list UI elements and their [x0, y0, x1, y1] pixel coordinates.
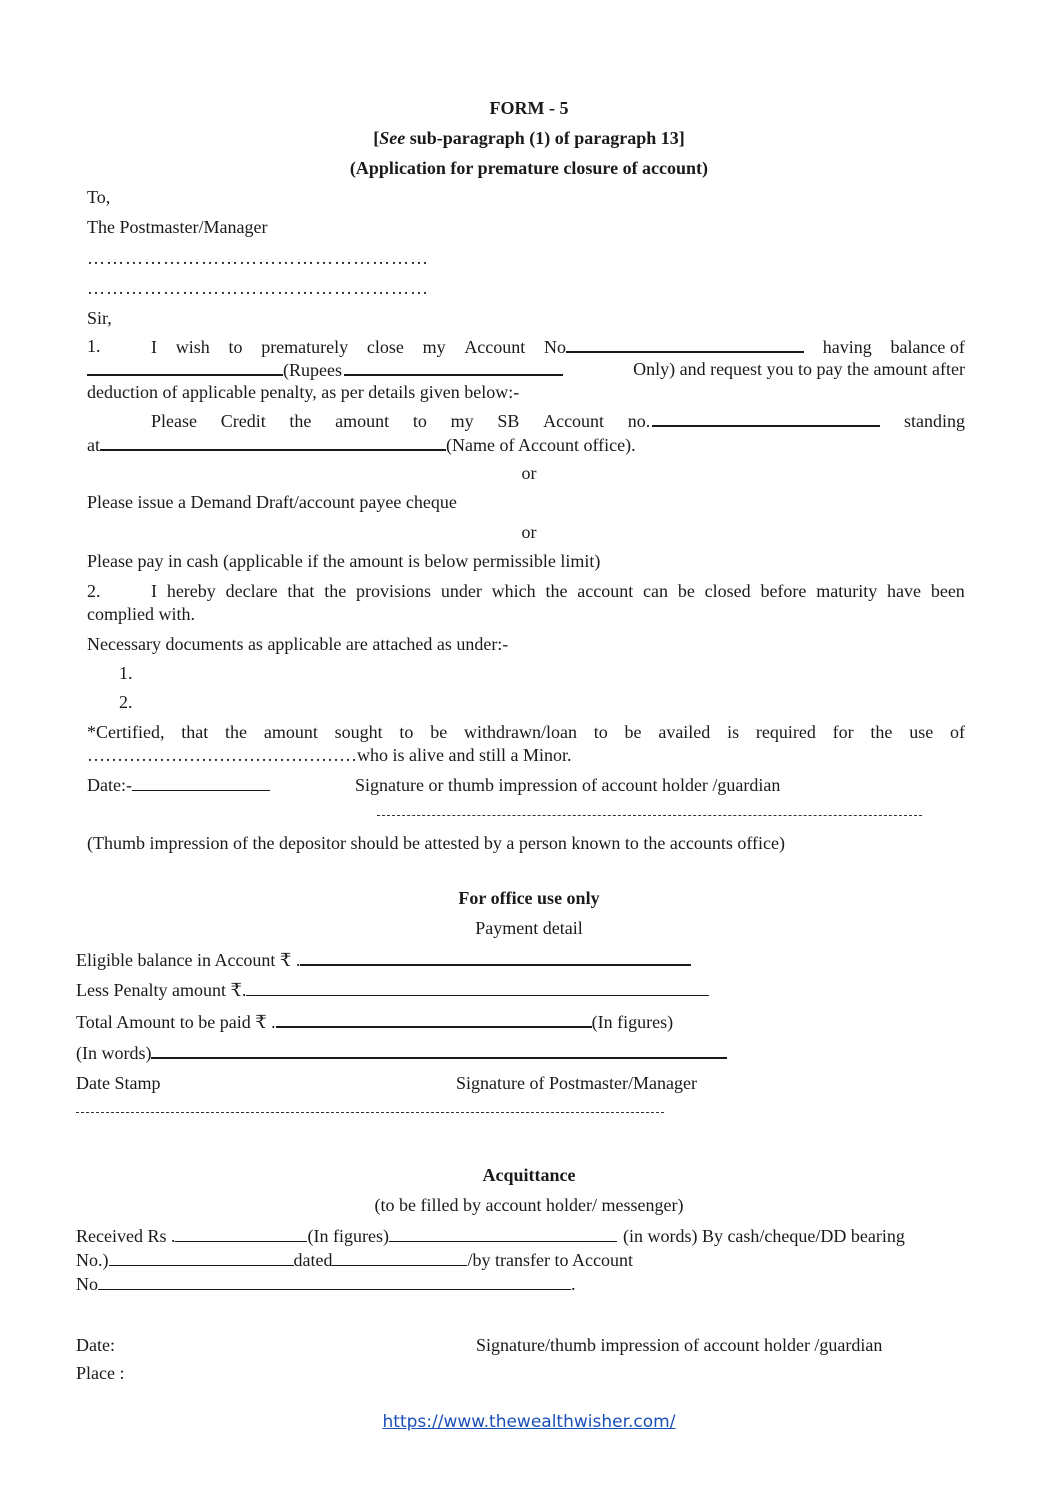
or-2: or — [521, 522, 537, 542]
para2-word: can — [643, 581, 669, 601]
received-row — [76, 1226, 905, 1247]
para1-only-text: Only) and request you to pay the amount after — [633, 359, 965, 379]
para2-word: declare — [225, 581, 278, 601]
website-link[interactable]: https://www.thewealthwisher.com/ — [382, 1412, 676, 1432]
certify-word: is — [727, 722, 740, 742]
signature-dashed-line[interactable] — [377, 815, 922, 816]
certify-line-1 — [87, 722, 965, 743]
credit-word: Please — [151, 411, 197, 431]
received-label: Received Rs . — [76, 1226, 176, 1246]
credit-word: to — [412, 411, 427, 431]
certify-word: *Certified, — [87, 722, 165, 742]
dated-field[interactable] — [332, 1250, 467, 1266]
rupees-label: (Rupees — [283, 360, 342, 380]
acquittance-title: Acquittance — [482, 1165, 576, 1185]
office-dashed-line — [76, 1112, 664, 1113]
at-label: at — [87, 435, 100, 455]
acquittance-subtitle: (to be filled by account holder/ messenger) — [374, 1195, 684, 1215]
salutation: Sir, — [87, 308, 112, 328]
reference-rest: sub-paragraph (1) of paragraph 13] — [405, 128, 685, 148]
certify-word: that — [181, 722, 209, 742]
received-in-figures: (In figures) — [307, 1226, 389, 1246]
reference-open-bracket: [ — [373, 128, 380, 148]
penalty-row — [76, 980, 709, 1001]
received-figures-field[interactable] — [175, 1226, 307, 1242]
payment-detail-title: Payment detail — [475, 918, 583, 938]
total-field[interactable] — [276, 1011, 592, 1028]
certify-word: for — [832, 722, 854, 742]
date-line — [87, 775, 270, 796]
certify-word: amount — [263, 722, 318, 742]
para1-word: Account — [464, 337, 526, 357]
document-item-1[interactable]: 1. — [119, 663, 133, 683]
account-no-label: No — [544, 337, 567, 357]
recipient: The Postmaster/Manager — [87, 217, 268, 237]
certify-word: to — [399, 722, 414, 742]
address-line-2[interactable]: ……………………………………………… — [87, 278, 429, 298]
para1-word: wish — [175, 337, 210, 357]
account-row — [76, 1274, 576, 1295]
office-use-title: For office use only — [458, 888, 600, 908]
eligible-balance-label: Eligible balance in Account ₹ . — [76, 950, 301, 970]
having-label: having — [822, 337, 872, 357]
credit-word: Credit — [220, 411, 266, 431]
acq-signature: Signature/thumb impression of account holder /guardian — [476, 1335, 883, 1355]
reference-see: See — [379, 128, 406, 148]
para1-word: I — [151, 337, 157, 357]
sb-account-no-field[interactable] — [652, 410, 880, 427]
date-stamp: Date Stamp — [76, 1073, 161, 1093]
thumb-note: (Thumb impression of the depositor should be attested by a person known to the accounts office) — [87, 833, 786, 853]
certify-word: use — [909, 722, 934, 742]
certify-word: availed — [658, 722, 711, 742]
certify-word: be — [624, 722, 642, 742]
office-label: (Name of Account office). — [446, 435, 636, 455]
in-words-row — [76, 1042, 727, 1064]
sb-account-no-label: no. — [627, 411, 651, 431]
certify-word: required — [755, 722, 816, 742]
para2-word: account — [577, 581, 634, 601]
para1-word: to — [228, 337, 243, 357]
certify-word: to — [593, 722, 608, 742]
total-row — [76, 1011, 673, 1033]
dated-row — [76, 1250, 633, 1271]
cash-option[interactable]: Please pay in cash (applicable if the amount is below permissible limit) — [87, 551, 601, 571]
eligible-balance-field[interactable] — [300, 949, 691, 966]
para1-line-1 — [151, 336, 965, 358]
para1-word: my — [422, 337, 446, 357]
para1-line-3: deduction of applicable penalty, as per details given below:- — [87, 382, 520, 402]
document-item-2[interactable]: 2. — [119, 692, 133, 712]
para2-word: before — [760, 581, 807, 601]
para2-word: which — [491, 581, 536, 601]
credit-line — [151, 410, 965, 432]
para1-line-2 — [87, 359, 563, 381]
standing-label: standing — [904, 411, 965, 431]
certify-word: of — [949, 722, 965, 742]
acq-end: . — [571, 1274, 576, 1294]
no-open-label: No.) — [76, 1250, 109, 1270]
para2-word: under — [440, 581, 482, 601]
certify-word: be — [430, 722, 448, 742]
certify-line-2: ………………………………………who is alive and still a Minor. — [87, 745, 572, 765]
credit-word: SB — [497, 411, 520, 431]
form-number: FORM - 5 — [489, 98, 569, 118]
para1-word: prematurely — [261, 337, 349, 357]
credit-word: my — [450, 411, 474, 431]
balance-amount-field[interactable] — [87, 359, 283, 376]
para2-word: maturity — [816, 581, 878, 601]
demand-draft-option[interactable]: Please issue a Demand Draft/account payee cheque — [87, 492, 457, 512]
para2-word: provisions — [356, 581, 432, 601]
penalty-label: Less Penalty amount ₹. — [76, 980, 247, 1000]
date-label: Date:- — [87, 775, 132, 795]
office-name-field[interactable] — [100, 434, 446, 451]
form-reference — [0, 128, 1058, 149]
para2-word: hereby — [166, 581, 216, 601]
holder-signature-label: Signature or thumb impression of account holder /guardian — [355, 775, 781, 795]
documents-heading: Necessary documents as applicable are attached as under:- — [87, 634, 509, 654]
received-in-words: (in words) By cash/cheque/DD bearing — [622, 1226, 905, 1246]
address-line-1[interactable]: ……………………………………………… — [87, 248, 429, 268]
para2-word: been — [930, 581, 965, 601]
received-words-field[interactable] — [389, 1226, 617, 1242]
certify-word: withdrawn/loan — [463, 722, 577, 742]
rupees-words-field[interactable] — [344, 359, 563, 376]
office-line — [87, 434, 636, 456]
para2-word: that — [287, 581, 315, 601]
para2-word: the — [324, 581, 347, 601]
form-subtitle: (Application for premature closure of account) — [349, 158, 709, 178]
dd-number-field[interactable] — [109, 1250, 294, 1266]
transfer-label: /by transfer to Account — [467, 1250, 633, 1270]
credit-word: Account — [543, 411, 605, 431]
or-1: or — [521, 463, 537, 483]
account-no-field[interactable] — [566, 336, 804, 353]
total-in-figures: (In figures) — [591, 1012, 674, 1032]
certify-word: the — [870, 722, 893, 742]
in-words-field[interactable] — [151, 1042, 727, 1059]
acq-place: Place : — [76, 1363, 125, 1383]
to-label: To, — [87, 187, 111, 207]
para2-word: have — [887, 581, 922, 601]
acq-date: Date: — [76, 1335, 115, 1355]
credit-word: amount — [335, 411, 390, 431]
certify-word: sought — [334, 722, 383, 742]
para2-number: 2. — [87, 581, 101, 601]
para1-word: close — [366, 337, 404, 357]
penalty-field[interactable] — [246, 980, 709, 996]
para2-word: the — [545, 581, 568, 601]
footer — [0, 1411, 1058, 1432]
certify-word: the — [225, 722, 248, 742]
para1-number: 1. — [87, 336, 101, 356]
para2-line-2: complied with. — [87, 604, 195, 624]
balance-of-label: balance of — [890, 337, 965, 357]
total-label: Total Amount to be paid ₹ . — [76, 1012, 276, 1032]
credit-word: the — [289, 411, 312, 431]
eligible-balance-row — [76, 949, 691, 971]
para2-word: closed — [704, 581, 751, 601]
date-field[interactable] — [132, 775, 270, 791]
in-words-label: (In words) — [76, 1043, 152, 1063]
para2-line-1 — [151, 581, 965, 602]
acq-no-label: No — [76, 1274, 98, 1294]
dated-label: dated — [293, 1250, 333, 1270]
para2-word: I — [151, 581, 157, 601]
para2-word: be — [677, 581, 695, 601]
acq-account-field[interactable] — [98, 1274, 571, 1290]
postmaster-signature: Signature of Postmaster/Manager — [456, 1073, 697, 1093]
